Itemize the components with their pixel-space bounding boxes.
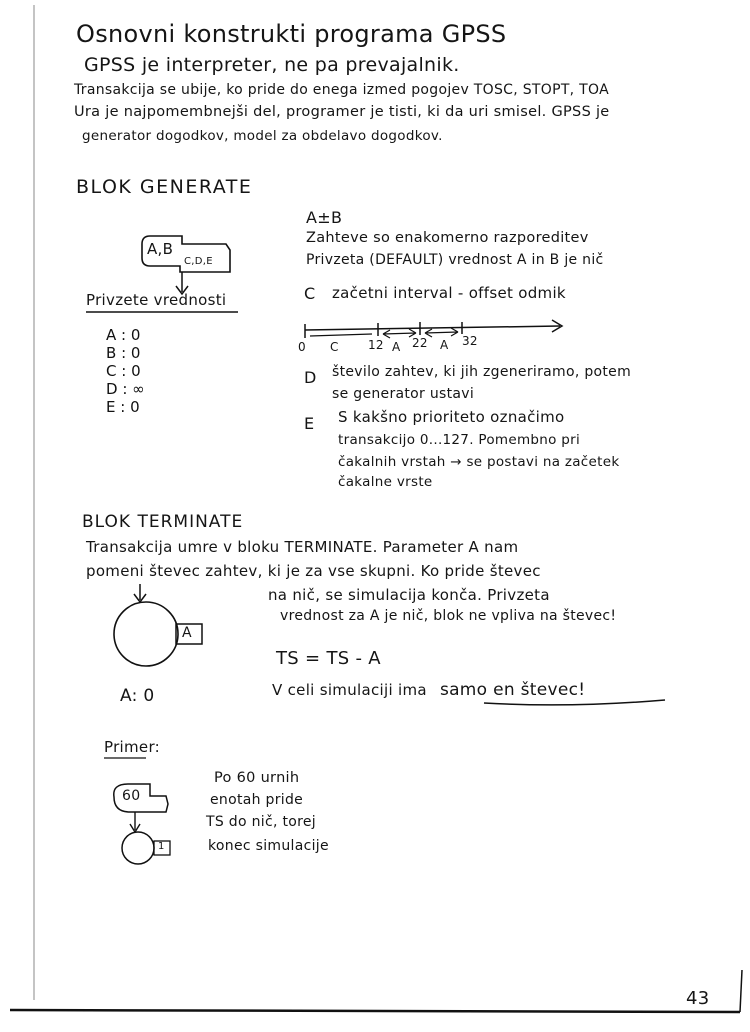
terminate-note [272, 680, 585, 700]
default-key: E [106, 398, 116, 416]
timeline-tick-22: 22 [412, 336, 428, 350]
default-key: D [106, 380, 118, 398]
timeline-seg-c: C [330, 340, 339, 354]
terminate-circle [114, 602, 178, 666]
default-key: B [106, 344, 117, 362]
e-desc-1: S kakšno prioriteto označimo [338, 408, 565, 426]
ab-desc-1: Zahteve so enakomerno razporeditev [306, 230, 589, 246]
terminate-default: A: 0 [120, 686, 155, 706]
defaults-heading: Privzete vrednosti [86, 291, 227, 309]
default-key: C [106, 362, 117, 380]
default-value: ∞ [132, 380, 145, 398]
e-desc-4: čakalne vrste [338, 474, 433, 490]
example-generate-value: 60 [122, 788, 141, 804]
ab-label: A±B [306, 208, 343, 227]
default-row: D : ∞ [106, 380, 145, 398]
intro-line-2: Transakcija se ubije, ko pride do enega izmed pogojev TOSC, STOPT, TOA [74, 82, 609, 98]
e-desc-2: transakcijo 0...127. Pomembno pri [338, 432, 581, 448]
timeline-tick-12: 12 [368, 338, 384, 352]
default-value: 0 [130, 398, 140, 416]
default-key: A [106, 326, 117, 344]
example-text-1: Po 60 urnih [214, 770, 300, 786]
terminate-note-prefix: V celi simulaciji ima [272, 681, 427, 699]
e-desc-3: čakalnih vrstah → se postavi na začetek [338, 454, 620, 470]
default-value: 0 [130, 344, 141, 362]
timeline-axis [305, 326, 560, 330]
terminate-formula: TS = TS - A [276, 648, 381, 669]
d-desc-2: se generator ustavi [332, 386, 475, 402]
page-number: 43 [686, 988, 710, 1009]
c-label: C [304, 284, 316, 303]
example-terminate-param: 1 [158, 841, 165, 852]
timeline-tick-0: 0 [298, 340, 306, 354]
timeline-seg-a1: A [392, 340, 401, 354]
example-heading: Primer: [104, 738, 161, 756]
terminate-line-4: vrednost za A je nič, blok ne vpliva na števec! [280, 608, 617, 624]
d-desc-1: število zahtev, ki jih zgeneriramo, potem [332, 364, 632, 380]
intro-line-4: generator dogodkov, model za obdelavo dogodkov. [82, 128, 443, 144]
defaults-list [106, 326, 186, 416]
generate-block-sub: C,D,E [184, 256, 213, 267]
default-row: E : 0 [106, 398, 140, 416]
default-row: C : 0 [106, 362, 141, 380]
d-label: D [304, 368, 317, 387]
intro-line-3: Ura je najpomembnejši del, programer je tisti, ki da uri smisel. GPSS je [74, 104, 610, 120]
terminate-heading: BLOK TERMINATE [82, 512, 244, 532]
default-value: 0 [130, 326, 141, 344]
terminate-line-3: na nič, se simulacija konča. Privzeta [268, 586, 550, 604]
terminate-line-1: Transakcija umre v bloku TERMINATE. Parameter A nam [86, 538, 519, 556]
terminate-block-param: A [182, 625, 192, 641]
generate-block-main: A,B [147, 240, 174, 258]
example-terminate-circle [122, 832, 154, 864]
default-value: 0 [131, 362, 141, 380]
generate-heading: BLOK GENERATE [76, 176, 253, 198]
e-label: E [304, 414, 315, 433]
ab-desc-2: Privzeta (DEFAULT) vrednost A in B je nič [306, 252, 604, 268]
page-title: Osnovni konstrukti programa GPSS [76, 20, 507, 48]
terminate-note-emph: samo en števec! [439, 680, 586, 700]
example-text-2: enotah pride [210, 792, 304, 808]
example-text-3: TS do nič, torej [206, 814, 316, 830]
default-row: A : 0 [106, 326, 141, 344]
example-text-4: konec simulacije [208, 838, 329, 854]
timeline-tick-32: 32 [462, 334, 478, 348]
c-desc: začetni interval - offset odmik [332, 284, 566, 302]
bottom-border [10, 1010, 740, 1012]
default-row: B : 0 [106, 344, 141, 362]
timeline-seg-a2: A [440, 338, 449, 352]
intro-line-1: GPSS je interpreter, ne pa prevajalnik. [84, 54, 460, 76]
terminate-line-2: pomeni števec zahtev, ki je za vse skupni. Ko pride števec [86, 562, 541, 580]
